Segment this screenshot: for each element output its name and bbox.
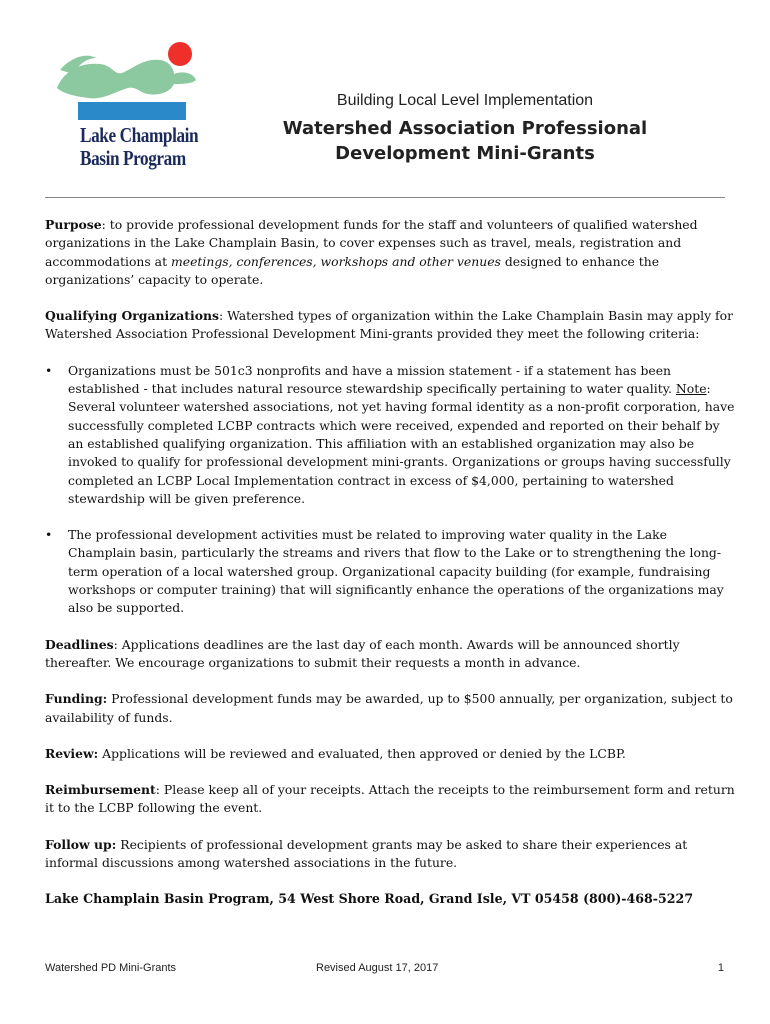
bullet-icon: • [45,362,53,378]
footer-doc-name: Watershed PD Mini-Grants [45,962,177,974]
document-subtitle: Building Local Level Implementation [336,92,594,109]
criteria-list [45,362,735,618]
purpose-label: Purpose [45,217,102,232]
review-paragraph [45,745,735,763]
document-title [262,116,668,166]
purpose-text-a: : to provide professional development funds for the staff and volunteers of qualified watershed organizations in the Lake Champlain Basin, to cover expenses such as travel, meals, registration and accommodations at [45,217,698,269]
footer-revision-date: Revised August 17, 2017 [316,962,439,974]
criterion-1-text-b: : Several volunteer watershed associations, not yet having formal identity as a non-profit corporation, have successfully completed LCBP contracts which were received, expended and reported on their behalf by an established qualifying organization. This affiliation with an established organization may also be invoked to qualify for professional development mini-grants. Organizations or groups having successfully completed an LCBP Local Implementation contract in excess of $4,000, pertaining to watershed stewardship will be given preference. [68,381,735,506]
purpose-text-b: designed to enhance the organizations’ capacity to operate. [45,253,660,287]
qualifying-paragraph [45,307,735,344]
funding-paragraph [45,690,735,727]
list-item [45,362,735,508]
qualifying-text: : Watershed types of organization within the Lake Champlain Basin may apply for Watershed Association Professional Development Mini-grants provided they meet the following criteria: [45,308,734,342]
header-divider [45,197,725,198]
bullet-icon: • [45,527,53,543]
list-item [45,526,735,617]
followup-paragraph [45,836,735,873]
document-body [45,216,735,927]
note-label: Note [675,381,707,397]
footer-page-number: 1 [717,962,724,974]
logo-blue-bar [78,102,186,120]
review-label: Review: [45,745,99,761]
contact-line: Lake Champlain Basin Program, 54 West Shore Road, Grand Isle, VT 05458 (800)-468-5227 [45,891,694,907]
reimbursement-label: Reimbursement [45,782,156,798]
logo-line-1: Lake Champlain [80,123,199,147]
review-text: Applications will be reviewed and evaluated, then approved or denied by the LCBP. [98,745,626,761]
funding-label: Funding: [45,691,108,707]
title-line-2: Development Mini-Grants [335,143,595,164]
logo-wordmark [80,124,198,170]
reimbursement-text: : Please keep all of your receipts. Attach the receipts to the reimbursement form and return it to the LCBP following the event. [45,782,735,816]
followup-text: Recipients of professional development grants may be asked to share their experiences at informal discussions among watershed associations in the future. [45,836,688,871]
purpose-paragraph [45,216,735,289]
funding-text: Professional development funds may be awarded, up to $500 annually, per organization, subject to availability of funds. [45,691,733,725]
logo-line-2: Basin Program [80,146,186,170]
logo-red-sun [168,42,192,66]
qualifying-label: Qualifying Organizations [45,308,219,324]
criterion-2-text: The professional development activities must be related to improving water quality in the Lake Champlain basin, particularly the streams and rivers that flow to the Lake or to strengthening the long-term operation of a local watershed group. Organizational capacity building (for example, fundraising workshops or computer training) that will significantly enhance the operations of the organizations may also be supported. [68,527,724,616]
deadlines-paragraph [45,636,735,673]
title-line-1: Watershed Association Professional [282,118,648,139]
purpose-venues: meetings, conferences, workshops and other venues [171,253,501,269]
deadlines-label: Deadlines [45,636,114,652]
reimbursement-paragraph [45,781,735,818]
followup-label: Follow up: [45,836,117,852]
criterion-1-text-a: Organizations must be 501c3 nonprofits and have a mission statement - if a statement has been established - that includes natural resource stewardship specifically pertaining to water quality. [68,362,676,397]
deadlines-text: : Applications deadlines are the last day of each month. Awards will be announced shortly thereafter. We encourage organizations to submit their requests a month in advance. [45,636,680,670]
